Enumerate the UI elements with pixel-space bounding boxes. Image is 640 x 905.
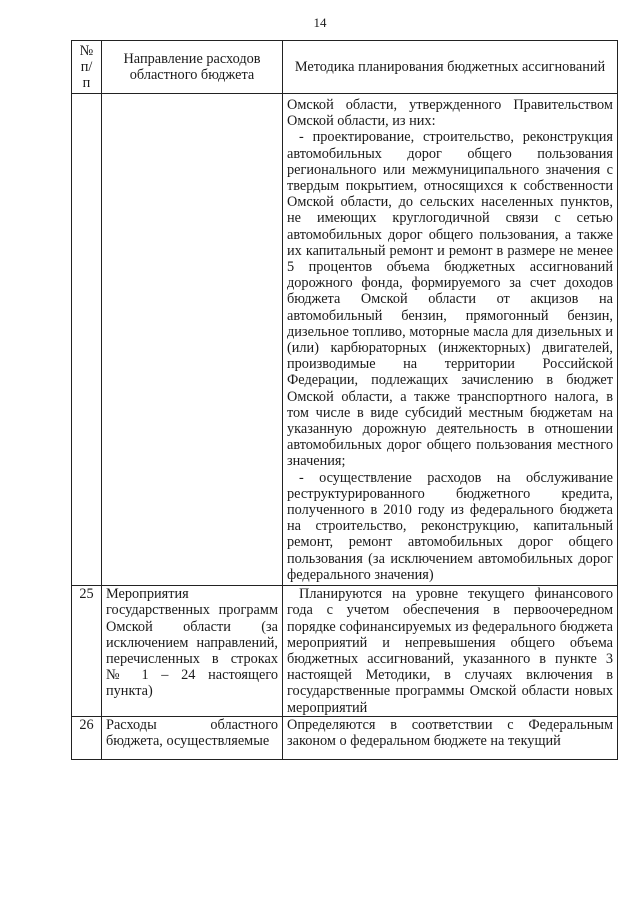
continuation-num-cell — [72, 94, 102, 586]
row-direction — [102, 716, 283, 759]
table-header-row — [72, 41, 618, 94]
continuation-paragraph-3: - осуществление расходов на обслуживание реструктурированного бюджетного кредита, полученного в 2010 году из федерального бюджета на строительство, реконструкцию, капитальный ремонт, ремонт автомобильных дорог общего пользования (за исключением автомобильных дорог федерального значения) — [287, 469, 613, 583]
continuation-method-cell — [283, 94, 618, 586]
row-number: 25 — [72, 586, 102, 717]
continuation-paragraph-2: - проектирование, строительство, реконструкция автомобильных дорог общего пользования регионального или межмуниципального значения с твердым покрытием, относящихся к собственности Омской области, до сельских населенных пунктов, не имеющих круглогодичной связи с сетью автомобильных дорог общего пользования, а также их капитальный ремонт и ремонт в размере не менее 5 процентов объема бюджетных ассигнований дорожного фонда, формируемого за счет доходов бюджета Омской области от акцизов на автомобильный бензин, прямогонный бензин, дизельное топливо, моторные масла для дизельных и (или) карбюраторных (инжекторных) двигателей, производимые на территории Российской Федерации, подлежащих зачислению в бюджет Омской области, а также транспортного налога, в том числе в виде субсидий местным бюджетам на указанную дорожную деятельность в отношении автомобильных дорог общего пользования местного значения; — [287, 129, 613, 470]
header-method: Методика планирования бюджетных ассигнований — [283, 41, 618, 94]
budget-methodology-table — [71, 40, 618, 760]
continuation-direction-cell — [102, 94, 283, 586]
header-direction: Направление расходов областного бюджета — [102, 41, 283, 94]
header-num: № п/п — [72, 41, 102, 94]
row-method — [283, 586, 618, 717]
row-method-text: Определяются в соответствии с Федеральным законом о федеральном бюджете на текущий — [287, 716, 613, 749]
table-row-continuation — [72, 94, 618, 586]
row-direction — [102, 586, 283, 717]
page-number: 14 — [313, 15, 327, 30]
continuation-paragraph-1: Омской области, утвержденного Правительством Омской области, из них: — [287, 97, 613, 130]
table-row — [72, 586, 618, 717]
row-method-text: Планируются на уровне текущего финансового года с учетом обеспечения в первоочередном порядке софинансируемых из федерального бюджета мероприятий и непревышения общего объема бюджетных ассигнований, указанного в пункте 3 настоящей Методики, в случаях включения в государственные программы Омской области новых мероприятий — [287, 586, 613, 716]
row-number: 26 — [72, 716, 102, 759]
row-direction-text: Расходы областного бюджета, осуществляемые — [106, 716, 278, 749]
table-row — [72, 716, 618, 759]
row-direction-text: Мероприятия государственных программ Омской области (за исключением направлений, перечисленных в строках № 1 – 24 настоящего пункта) — [106, 586, 278, 700]
row-method — [283, 716, 618, 759]
